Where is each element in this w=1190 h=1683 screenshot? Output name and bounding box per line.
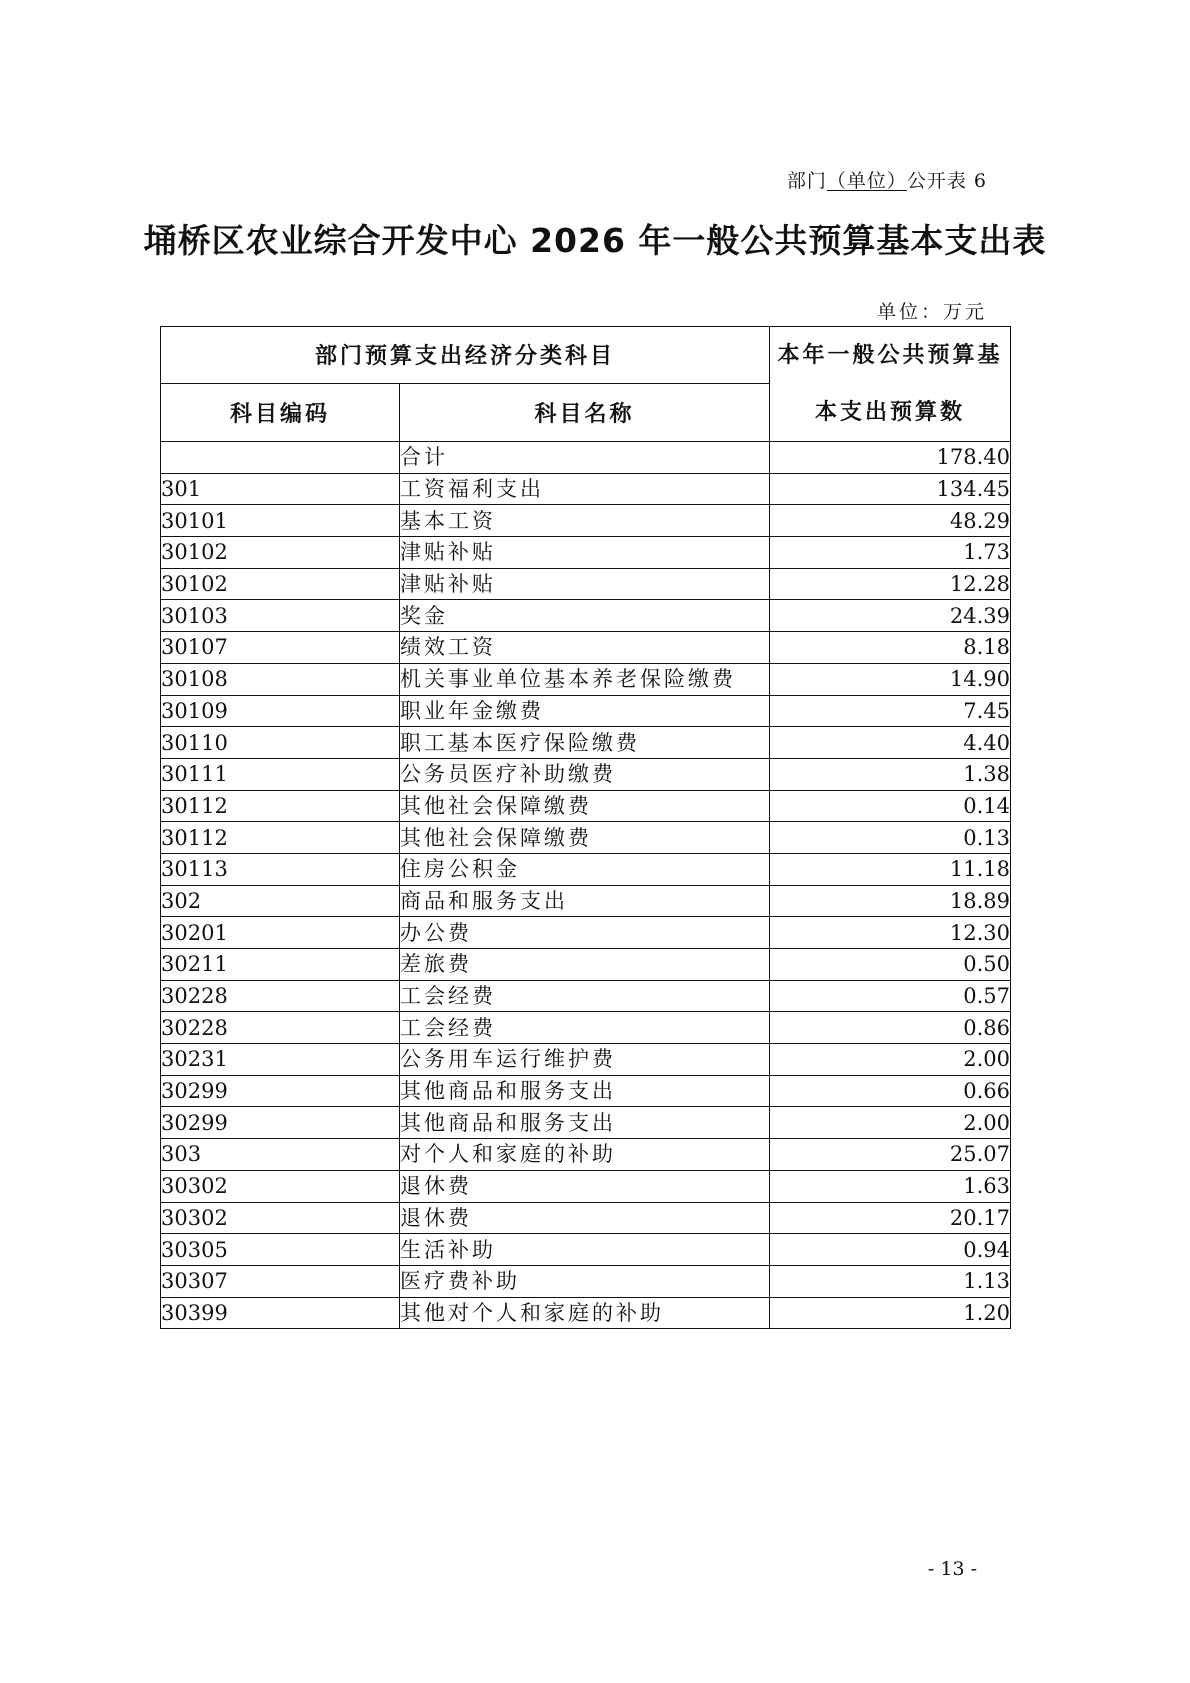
cell-name: 公务用车运行维护费 (400, 1044, 770, 1076)
cell-amount: 12.30 (770, 917, 1011, 949)
cell-code: 30102 (161, 568, 400, 600)
table-row (161, 537, 1011, 569)
cell-amount: 4.40 (770, 727, 1011, 759)
cell-name: 其他对个人和家庭的补助 (400, 1297, 770, 1329)
cell-amount: 14.90 (770, 663, 1011, 695)
cell-amount: 0.66 (770, 1075, 1011, 1107)
cell-name: 其他商品和服务支出 (400, 1107, 770, 1139)
cell-amount: 0.86 (770, 1012, 1011, 1044)
table-row (161, 442, 1011, 474)
table-row (161, 822, 1011, 854)
cell-amount: 24.39 (770, 600, 1011, 632)
cell-amount: 48.29 (770, 505, 1011, 537)
table-row (161, 885, 1011, 917)
cell-code: 30305 (161, 1234, 400, 1266)
cell-amount: 25.07 (770, 1139, 1011, 1171)
cell-name: 其他商品和服务支出 (400, 1075, 770, 1107)
table-row (161, 1044, 1011, 1076)
cell-amount: 1.73 (770, 537, 1011, 569)
cell-code: 30107 (161, 632, 400, 664)
table-row (161, 568, 1011, 600)
table-row (161, 758, 1011, 790)
table-row (161, 1012, 1011, 1044)
table-row (161, 1075, 1011, 1107)
table-body (161, 442, 1011, 1329)
header-amount: 本年一般公共预算基本支出预算数 (770, 327, 1011, 442)
cell-amount: 1.13 (770, 1265, 1011, 1297)
cell-code: 301 (161, 473, 400, 505)
cell-code: 30307 (161, 1265, 400, 1297)
cell-name: 退休费 (400, 1170, 770, 1202)
cell-code: 30399 (161, 1297, 400, 1329)
cell-amount: 18.89 (770, 885, 1011, 917)
cell-amount: 1.63 (770, 1170, 1011, 1202)
cell-amount: 0.57 (770, 980, 1011, 1012)
cell-name: 工会经费 (400, 980, 770, 1012)
cell-code: 30299 (161, 1075, 400, 1107)
cell-code: 30231 (161, 1044, 400, 1076)
table-row (161, 853, 1011, 885)
ref-prefix: 部门 (786, 170, 827, 192)
table-row (161, 1265, 1011, 1297)
cell-name: 基本工资 (400, 505, 770, 537)
cell-amount: 1.38 (770, 758, 1011, 790)
table-row (161, 790, 1011, 822)
cell-name: 工会经费 (400, 1012, 770, 1044)
table-row (161, 695, 1011, 727)
cell-code: 30228 (161, 980, 400, 1012)
cell-code: 30112 (161, 790, 400, 822)
cell-name: 津贴补贴 (400, 568, 770, 600)
table-row (161, 1234, 1011, 1266)
cell-code: 30201 (161, 917, 400, 949)
cell-name: 职工基本医疗保险缴费 (400, 727, 770, 759)
cell-code: 30110 (161, 727, 400, 759)
cell-amount: 0.50 (770, 949, 1011, 981)
table-row (161, 1107, 1011, 1139)
budget-table (160, 326, 1011, 1329)
cell-name: 差旅费 (400, 949, 770, 981)
cell-code: 30108 (161, 663, 400, 695)
cell-code: 30113 (161, 853, 400, 885)
cell-name: 其他社会保障缴费 (400, 822, 770, 854)
cell-amount: 7.45 (770, 695, 1011, 727)
table-row (161, 1297, 1011, 1329)
ref-suffix: 公开表 6 (906, 170, 987, 192)
table-row (161, 949, 1011, 981)
cell-amount: 0.94 (770, 1234, 1011, 1266)
cell-code: 30228 (161, 1012, 400, 1044)
table-row (161, 1139, 1011, 1171)
cell-name: 其他社会保障缴费 (400, 790, 770, 822)
cell-code: 30109 (161, 695, 400, 727)
table-row (161, 505, 1011, 537)
cell-name: 合计 (400, 442, 770, 474)
header-code: 科目编码 (161, 383, 400, 441)
cell-amount: 2.00 (770, 1044, 1011, 1076)
unit-label: 单位：万元 (876, 301, 987, 323)
cell-code: 30302 (161, 1202, 400, 1234)
table-row (161, 1202, 1011, 1234)
cell-code: 30112 (161, 822, 400, 854)
table-row (161, 1170, 1011, 1202)
cell-name: 绩效工资 (400, 632, 770, 664)
cell-name: 退休费 (400, 1202, 770, 1234)
cell-amount: 2.00 (770, 1107, 1011, 1139)
cell-name: 商品和服务支出 (400, 885, 770, 917)
cell-code: 30211 (161, 949, 400, 981)
cell-code: 30101 (161, 505, 400, 537)
header-group: 部门预算支出经济分类科目 (161, 327, 770, 384)
cell-name: 公务员医疗补助缴费 (400, 758, 770, 790)
ref-unit: （单位） (826, 170, 907, 192)
cell-code: 30111 (161, 758, 400, 790)
cell-code: 30299 (161, 1107, 400, 1139)
cell-name: 奖金 (400, 600, 770, 632)
cell-code: 30302 (161, 1170, 400, 1202)
cell-name: 对个人和家庭的补助 (400, 1139, 770, 1171)
cell-amount: 1.20 (770, 1297, 1011, 1329)
cell-name: 机关事业单位基本养老保险缴费 (400, 663, 770, 695)
cell-code (161, 442, 400, 474)
cell-amount: 20.17 (770, 1202, 1011, 1234)
cell-code: 303 (161, 1139, 400, 1171)
header-name: 科目名称 (400, 383, 770, 441)
cell-amount: 12.28 (770, 568, 1011, 600)
cell-name: 职业年金缴费 (400, 695, 770, 727)
table-row (161, 473, 1011, 505)
table-row (161, 980, 1011, 1012)
cell-name: 工资福利支出 (400, 473, 770, 505)
table-row (161, 632, 1011, 664)
cell-name: 医疗费补助 (400, 1265, 770, 1297)
cell-amount: 0.14 (770, 790, 1011, 822)
cell-amount: 178.40 (770, 442, 1011, 474)
cell-name: 津贴补贴 (400, 537, 770, 569)
cell-amount: 8.18 (770, 632, 1011, 664)
cell-amount: 11.18 (770, 853, 1011, 885)
cell-name: 生活补助 (400, 1234, 770, 1266)
document-reference (787, 166, 987, 193)
cell-name: 办公费 (400, 917, 770, 949)
table-row (161, 663, 1011, 695)
table-row (161, 917, 1011, 949)
page-number: - 13 - (927, 1558, 977, 1580)
cell-code: 30102 (161, 537, 400, 569)
cell-code: 302 (161, 885, 400, 917)
cell-name: 住房公积金 (400, 853, 770, 885)
table-row (161, 600, 1011, 632)
cell-code: 30103 (161, 600, 400, 632)
page-title: 埇桥区农业综合开发中心 2026 年一般公共预算基本支出表 (143, 221, 1047, 260)
table-row (161, 727, 1011, 759)
cell-amount: 134.45 (770, 473, 1011, 505)
cell-amount: 0.13 (770, 822, 1011, 854)
